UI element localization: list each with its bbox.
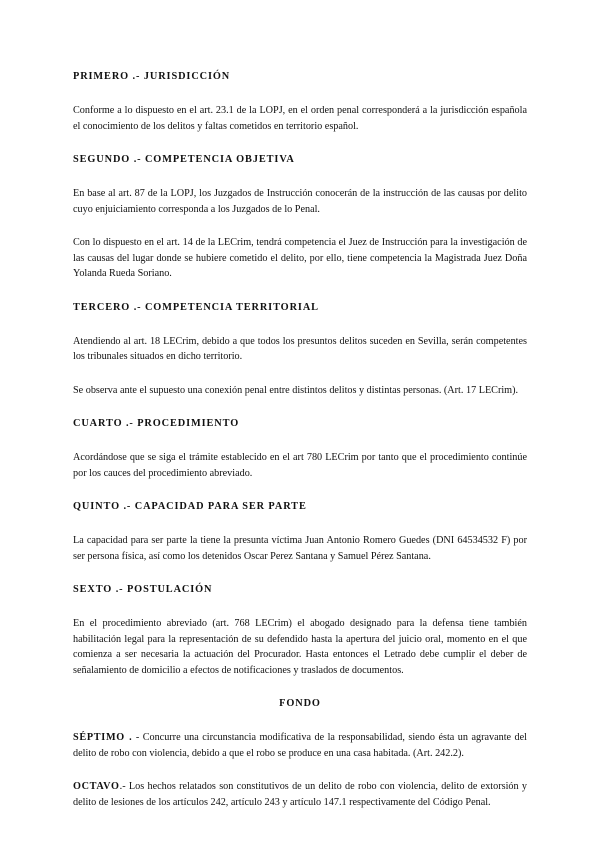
paragraph-segundo-2: Con lo dispuesto en el art. 14 de la LECrim, tendrá competencia el Juez de Instrucción para la investigación de las causas del lugar donde se hubiere cometido el delito, por ello, tiene competencia la Magistrada Juez Doña Yolanda Rueda Soriano.: [73, 237, 527, 279]
paragraph-octavo: [73, 779, 527, 810]
heading-quinto: QUINTO .- CAPACIDAD PARA SER PARTE: [73, 501, 307, 512]
paragraph-sexto-1: En el procedimiento abreviado (art. 768 LECrim) el abogado designado para la defensa tiene también habilitación legal para la representación de su defendido hasta la apertura del juicio oral, momento en el que comienza a ser necesaria la actuación del Procurador. Hasta entonces el Letrado debe cumplir el deber de señalamiento de domicilio a efectos de notificaciones y traslados de documentos.: [73, 618, 527, 676]
heading-sexto: SEXTO .- POSTULACIÓN: [73, 584, 213, 595]
octavo-text: .- Los hechos relatados son constitutivos de un delito de robo con violencia, delito de extorsión y delito de lesiones de los artículos 242, artículo 243 y artículo 147.1 respectivamente del Código Penal.: [73, 781, 527, 808]
document-page: [73, 70, 527, 810]
paragraph-septimo: [73, 730, 527, 761]
paragraph-primero-1: Conforme a lo dispuesto en el art. 23.1 de la LOPJ, en el orden penal corresponderá a la jurisdicción española el conocimiento de los delitos y faltas cometidos en territorio español.: [73, 105, 527, 132]
heading-tercero: TERCERO .- COMPETENCIA TERRITORIAL: [73, 301, 319, 313]
paragraph-cuarto-1: Acordándose que se siga el trámite establecido en el art 780 LECrim por tanto que el procedimiento continúe por los cauces del procedimiento abreviado.: [73, 452, 527, 479]
paragraph-segundo-1: En base al art. 87 de la LOPJ, los Juzgados de Instrucción conocerán de la instrucción de las causas por delito cuyo enjuiciamiento corresponda a los Juzgados de lo Penal.: [73, 188, 527, 215]
septimo-text: - Concurre una circunstancia modificativa de la responsabilidad, siendo ésta un agravante del delito de robo con violencia, debido a que el robo se produce en una casa habitada. (Art. 242.2).: [73, 732, 527, 759]
septimo-lead: SÉPTIMO .: [73, 732, 133, 743]
octavo-lead: OCTAVO: [73, 781, 120, 792]
heading-fondo: FONDO: [279, 698, 321, 709]
heading-segundo: SEGUNDO .- COMPETENCIA OBJETIVA: [73, 154, 295, 165]
paragraph-quinto-1: La capacidad para ser parte la tiene la presunta víctima Juan Antonio Romero Guedes (DNI 64534532 F) por ser persona física, así como los detenidos Oscar Perez Santana y Samuel Pérez Santana.: [73, 535, 527, 562]
heading-cuarto: CUARTO .- PROCEDIMIENTO: [73, 418, 240, 429]
paragraph-tercero-1: Atendiendo al art. 18 LECrim, debido a que todos los presuntos delitos suceden en Sevilla, serán competentes los tribunales situados en dicho territorio.: [73, 335, 527, 362]
paragraph-tercero-2: Se observa ante el supuesto una conexión penal entre distintos delitos y distintas personas. (Art. 17 LECrim).: [73, 384, 519, 396]
heading-primero: PRIMERO .- JURISDICCIÓN: [73, 71, 231, 82]
